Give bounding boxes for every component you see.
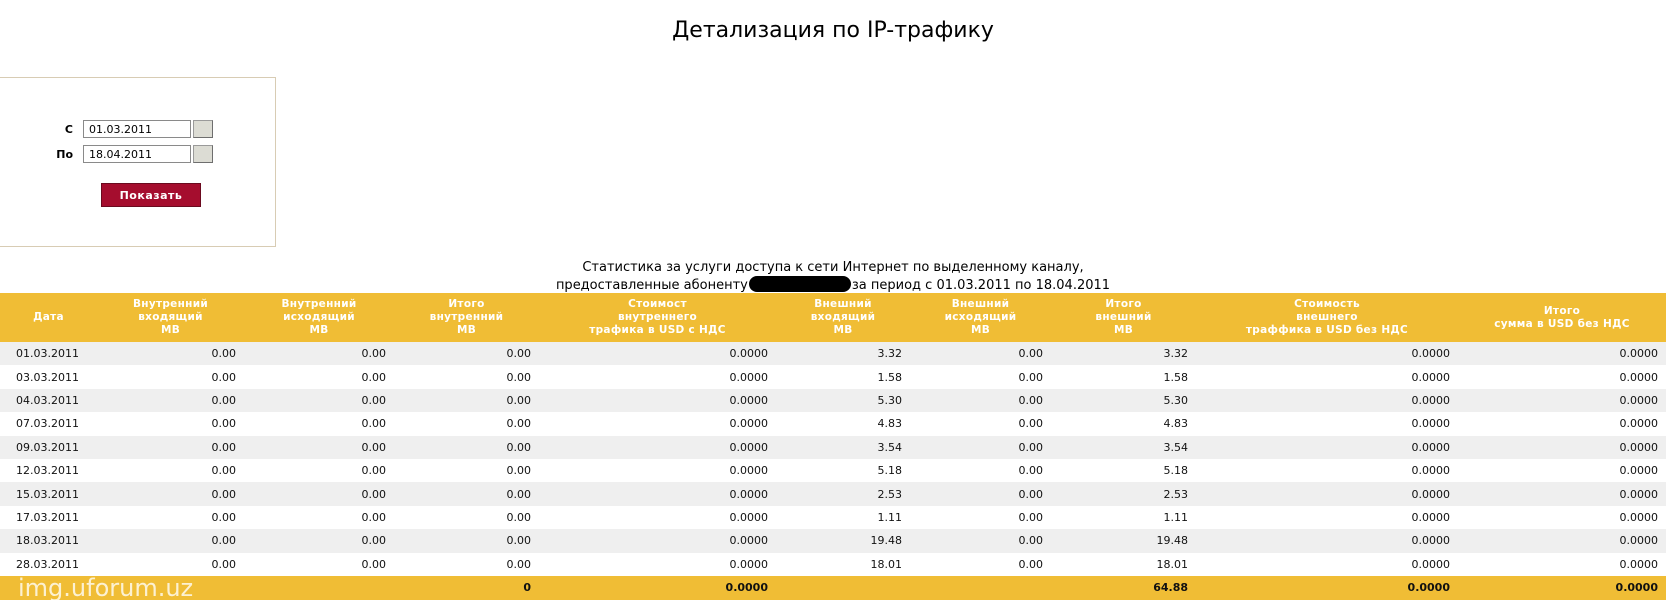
- value-cell: 0.00: [97, 365, 244, 388]
- value-cell: 0.00: [394, 506, 539, 529]
- column-header: Стоимост внутреннего трафика в USD с НДС: [539, 293, 776, 342]
- to-calendar-icon[interactable]: [193, 145, 213, 163]
- table-row: [0, 506, 1666, 529]
- value-cell: 4.83: [1051, 412, 1196, 435]
- value-cell: 0.0000: [1196, 436, 1458, 459]
- value-cell: 0.00: [910, 506, 1051, 529]
- value-cell: 0.0000: [1196, 482, 1458, 505]
- table-row: [0, 342, 1666, 365]
- value-cell: 0.00: [910, 342, 1051, 365]
- value-cell: 0.00: [394, 529, 539, 552]
- value-cell: 0.00: [910, 365, 1051, 388]
- value-cell: 0.00: [97, 459, 244, 482]
- value-cell: 0.0000: [1196, 459, 1458, 482]
- column-header: Внешний входящий MB: [776, 293, 910, 342]
- table-row: [0, 459, 1666, 482]
- value-cell: 0.00: [394, 553, 539, 576]
- value-cell: 1.58: [776, 365, 910, 388]
- date-cell: 17.03.2011: [0, 506, 97, 529]
- value-cell: 0.0000: [1458, 553, 1666, 576]
- value-cell: 0.0000: [1458, 389, 1666, 412]
- column-header: Внутренний входящий MB: [97, 293, 244, 342]
- value-cell: 0.00: [244, 482, 394, 505]
- total-cell: 0.0000: [1196, 576, 1458, 600]
- value-cell: 0.0000: [1458, 506, 1666, 529]
- value-cell: 0.00: [97, 389, 244, 412]
- header-row: [0, 293, 1666, 342]
- value-cell: 0.00: [97, 412, 244, 435]
- date-cell: 01.03.2011: [0, 342, 97, 365]
- total-cell: 64.88: [1051, 576, 1196, 600]
- value-cell: 0.00: [244, 389, 394, 412]
- traffic-table: [0, 293, 1666, 600]
- value-cell: 0.0000: [539, 436, 776, 459]
- table-row: [0, 389, 1666, 412]
- from-date-input[interactable]: [83, 120, 191, 138]
- value-cell: 0.00: [394, 459, 539, 482]
- column-header: Итого сумма в USD без НДС: [1458, 293, 1666, 342]
- value-cell: 0.00: [244, 553, 394, 576]
- column-header: Стоимость внешнего траффика в USD без НДС: [1196, 293, 1458, 342]
- value-cell: 0.0000: [1196, 412, 1458, 435]
- column-header: Итого внутренний MB: [394, 293, 539, 342]
- date-cell: 12.03.2011: [0, 459, 97, 482]
- value-cell: 0.00: [244, 459, 394, 482]
- value-cell: 2.53: [776, 482, 910, 505]
- value-cell: 19.48: [1051, 529, 1196, 552]
- value-cell: 0.00: [910, 529, 1051, 552]
- value-cell: 0.0000: [1196, 506, 1458, 529]
- column-header: Внутренний исходящий MB: [244, 293, 394, 342]
- value-cell: 0.0000: [1196, 342, 1458, 365]
- value-cell: 0.0000: [539, 553, 776, 576]
- to-date-input[interactable]: [83, 145, 191, 163]
- value-cell: 0.0000: [539, 529, 776, 552]
- value-cell: 0.00: [394, 342, 539, 365]
- date-filter-panel: [0, 77, 276, 247]
- value-cell: 0.0000: [1458, 459, 1666, 482]
- date-cell: 18.03.2011: [0, 529, 97, 552]
- to-date-label: По: [56, 148, 73, 161]
- value-cell: 0.00: [244, 506, 394, 529]
- value-cell: 0.0000: [539, 412, 776, 435]
- stats-caption: [0, 260, 1666, 294]
- value-cell: 0.0000: [539, 506, 776, 529]
- value-cell: 0.00: [394, 389, 539, 412]
- table-header: [0, 293, 1666, 342]
- value-cell: 0.00: [244, 436, 394, 459]
- value-cell: 0.00: [910, 412, 1051, 435]
- page-title: Детализация по IP-трафику: [672, 18, 994, 43]
- value-cell: 0.00: [244, 342, 394, 365]
- total-cell: [910, 576, 1051, 600]
- stats-caption-line2: [0, 276, 1666, 294]
- value-cell: 1.58: [1051, 365, 1196, 388]
- total-cell: [244, 576, 394, 600]
- from-calendar-icon[interactable]: [193, 120, 213, 138]
- table-row: [0, 412, 1666, 435]
- date-cell: 09.03.2011: [0, 436, 97, 459]
- date-cell: 03.03.2011: [0, 365, 97, 388]
- value-cell: 0.00: [244, 529, 394, 552]
- value-cell: 4.83: [776, 412, 910, 435]
- value-cell: 0.0000: [1196, 529, 1458, 552]
- value-cell: 0.0000: [1196, 365, 1458, 388]
- value-cell: 1.11: [1051, 506, 1196, 529]
- stats-caption-line1: Статистика за услуги доступа к сети Интернет по выделенному каналу,: [582, 260, 1084, 275]
- table-body: [0, 342, 1666, 576]
- total-cell: 0: [394, 576, 539, 600]
- value-cell: 0.00: [910, 436, 1051, 459]
- value-cell: 0.0000: [1458, 342, 1666, 365]
- value-cell: 0.0000: [1458, 436, 1666, 459]
- value-cell: 0.00: [910, 553, 1051, 576]
- value-cell: 0.00: [910, 482, 1051, 505]
- value-cell: 0.00: [97, 553, 244, 576]
- value-cell: 0.00: [394, 482, 539, 505]
- total-cell: [776, 576, 910, 600]
- redacted-subscriber-name: [749, 276, 851, 292]
- stats-caption-before: предоставленные абоненту: [555, 278, 748, 293]
- value-cell: 0.0000: [539, 342, 776, 365]
- value-cell: 0.00: [97, 506, 244, 529]
- value-cell: 0.0000: [539, 365, 776, 388]
- value-cell: 0.00: [394, 436, 539, 459]
- value-cell: 0.00: [97, 529, 244, 552]
- value-cell: 5.18: [776, 459, 910, 482]
- value-cell: 5.30: [776, 389, 910, 412]
- table-row: [0, 529, 1666, 552]
- date-cell: 28.03.2011: [0, 553, 97, 576]
- value-cell: 0.00: [394, 365, 539, 388]
- value-cell: 0.00: [97, 436, 244, 459]
- value-cell: 0.0000: [1458, 365, 1666, 388]
- totals-row: [0, 576, 1666, 600]
- table-row: [0, 365, 1666, 388]
- value-cell: 5.18: [1051, 459, 1196, 482]
- value-cell: 0.00: [910, 459, 1051, 482]
- value-cell: 18.01: [776, 553, 910, 576]
- watermark: img.uforum.uz: [18, 574, 194, 602]
- value-cell: 0.00: [910, 389, 1051, 412]
- from-date-label: С: [64, 123, 73, 136]
- value-cell: 18.01: [1051, 553, 1196, 576]
- value-cell: 0.00: [97, 482, 244, 505]
- value-cell: 0.00: [244, 412, 394, 435]
- stats-caption-after: за период с 01.03.2011 по 18.04.2011: [851, 278, 1111, 293]
- show-button[interactable]: Показать: [101, 183, 201, 207]
- value-cell: 0.0000: [1458, 412, 1666, 435]
- value-cell: 0.0000: [1196, 553, 1458, 576]
- column-header: Внешний исходящий MB: [910, 293, 1051, 342]
- value-cell: 3.54: [1051, 436, 1196, 459]
- column-header: Итого внешний MB: [1051, 293, 1196, 342]
- value-cell: 0.0000: [1196, 389, 1458, 412]
- value-cell: 0.0000: [1458, 482, 1666, 505]
- value-cell: 3.32: [1051, 342, 1196, 365]
- table-footer: [0, 576, 1666, 600]
- value-cell: 0.00: [97, 342, 244, 365]
- column-header: Дата: [0, 293, 97, 342]
- date-cell: 04.03.2011: [0, 389, 97, 412]
- value-cell: 0.0000: [539, 459, 776, 482]
- value-cell: 0.00: [244, 365, 394, 388]
- value-cell: 1.11: [776, 506, 910, 529]
- value-cell: 3.32: [776, 342, 910, 365]
- total-cell: 0.0000: [1458, 576, 1666, 600]
- table-row: [0, 553, 1666, 576]
- value-cell: 0.0000: [539, 389, 776, 412]
- value-cell: 5.30: [1051, 389, 1196, 412]
- date-cell: 07.03.2011: [0, 412, 97, 435]
- total-cell: 0.0000: [539, 576, 776, 600]
- value-cell: 3.54: [776, 436, 910, 459]
- table-row: [0, 482, 1666, 505]
- value-cell: 0.00: [394, 412, 539, 435]
- value-cell: 0.0000: [1458, 529, 1666, 552]
- value-cell: 2.53: [1051, 482, 1196, 505]
- date-cell: 15.03.2011: [0, 482, 97, 505]
- value-cell: 19.48: [776, 529, 910, 552]
- value-cell: 0.0000: [539, 482, 776, 505]
- table-row: [0, 436, 1666, 459]
